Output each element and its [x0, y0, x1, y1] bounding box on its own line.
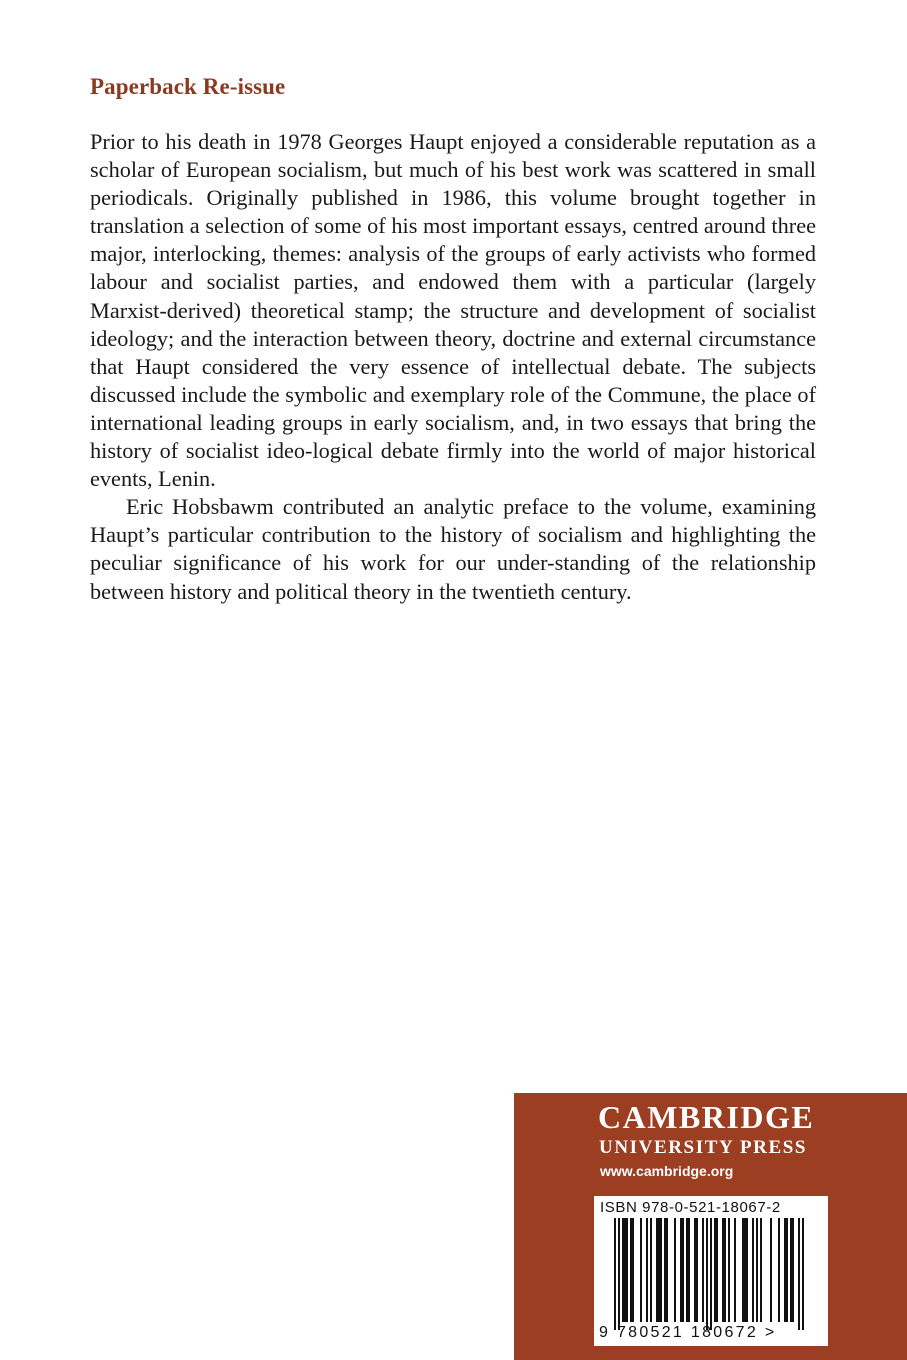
barcode-bar [752, 1218, 754, 1322]
barcode-bar [658, 1218, 660, 1322]
section-heading: Paperback Re-issue [90, 74, 286, 99]
blurb-paragraph-2: Eric Hobsbawm contributed an analytic preface to the volume, examining Haupt’s particular contribution to the history of socialism and highlighting the peculiar significance of his work for our under-standing of the relationship between history and political theory in the twentieth century. [90, 494, 816, 604]
barcode-bar [746, 1218, 748, 1322]
publisher-subtitle: UNIVERSITY PRESS [599, 1137, 808, 1158]
barcode-bar [680, 1218, 682, 1322]
barcode-bar [614, 1218, 616, 1330]
barcode-bar [622, 1218, 624, 1322]
barcode-bar [696, 1218, 698, 1322]
barcode-bar [778, 1218, 780, 1322]
barcode-bar [802, 1218, 804, 1330]
barcode-bar [618, 1218, 620, 1330]
barcode-bar [798, 1218, 800, 1330]
barcode-bar [674, 1218, 676, 1322]
blurb-paragraph-1: Prior to his death in 1978 Georges Haupt enjoyed a considerable reputation as a scholar of European socialism, but much of his best work was scattered in small periodicals. Originally published in 1986, this volume brought together in translation a selection of some of his most important essays, centred around three major, interlocking, themes: analysis of the groups of early activists who formed labour and socialist parties, and endowed them with a particular (largely Marxist-derived) theoretical stamp; the structure and development of socialist ideology; and the interaction between theory, doctrine and external circumstance that Haupt considered the very essence of intellectual debate. The subjects discussed include the symbolic and exemplary role of the Commune, the place of international leading groups in early socialism, and, in two essays that bring the history of socialist ideo-logical debate firmly into the world of major historical events, Lenin. [90, 129, 816, 492]
publisher-name: CAMBRIDGE [598, 1099, 815, 1135]
blurb-text [90, 128, 816, 606]
barcode-box [594, 1196, 828, 1346]
barcode-bar [714, 1218, 716, 1322]
barcode-bar [770, 1218, 772, 1322]
barcode-bar [656, 1218, 658, 1322]
barcode-bar [724, 1218, 726, 1322]
barcode-bar [646, 1218, 648, 1322]
barcode-bar [706, 1218, 708, 1330]
barcode-bar [734, 1218, 736, 1322]
barcode-digits: 9 780521 180672 > [599, 1324, 777, 1341]
barcode-bar [626, 1218, 628, 1322]
barcode-bar [792, 1218, 794, 1322]
barcode-bar [666, 1218, 668, 1322]
barcode-bar [744, 1218, 746, 1322]
barcode-bar [664, 1218, 666, 1322]
publisher-panel [514, 1093, 907, 1360]
barcode-bar [756, 1218, 758, 1322]
isbn-label: ISBN 978-0-521-18067-2 [600, 1199, 781, 1216]
barcode-bar [742, 1218, 744, 1322]
barcode-bar [632, 1218, 634, 1322]
barcode-bar [760, 1218, 762, 1322]
barcode-bar [710, 1218, 712, 1330]
barcode-bar [786, 1218, 788, 1322]
barcode-bar [702, 1218, 704, 1322]
barcode-bar [624, 1218, 626, 1322]
barcode-bar [630, 1218, 632, 1322]
publisher-url: www.cambridge.org [600, 1163, 734, 1179]
barcode-bar [728, 1218, 730, 1322]
barcode-bar [784, 1218, 786, 1322]
barcode-icon [594, 1218, 828, 1330]
barcode-bar [716, 1218, 718, 1322]
barcode-bar [790, 1218, 792, 1322]
barcode-bar [722, 1218, 724, 1322]
barcode-bar [650, 1218, 652, 1322]
barcode-bar [688, 1218, 690, 1322]
barcode-bar [694, 1218, 696, 1322]
barcode-bar [640, 1218, 642, 1322]
barcode-bar [686, 1218, 688, 1322]
barcode-bar [682, 1218, 684, 1322]
barcode-bar [660, 1218, 662, 1322]
